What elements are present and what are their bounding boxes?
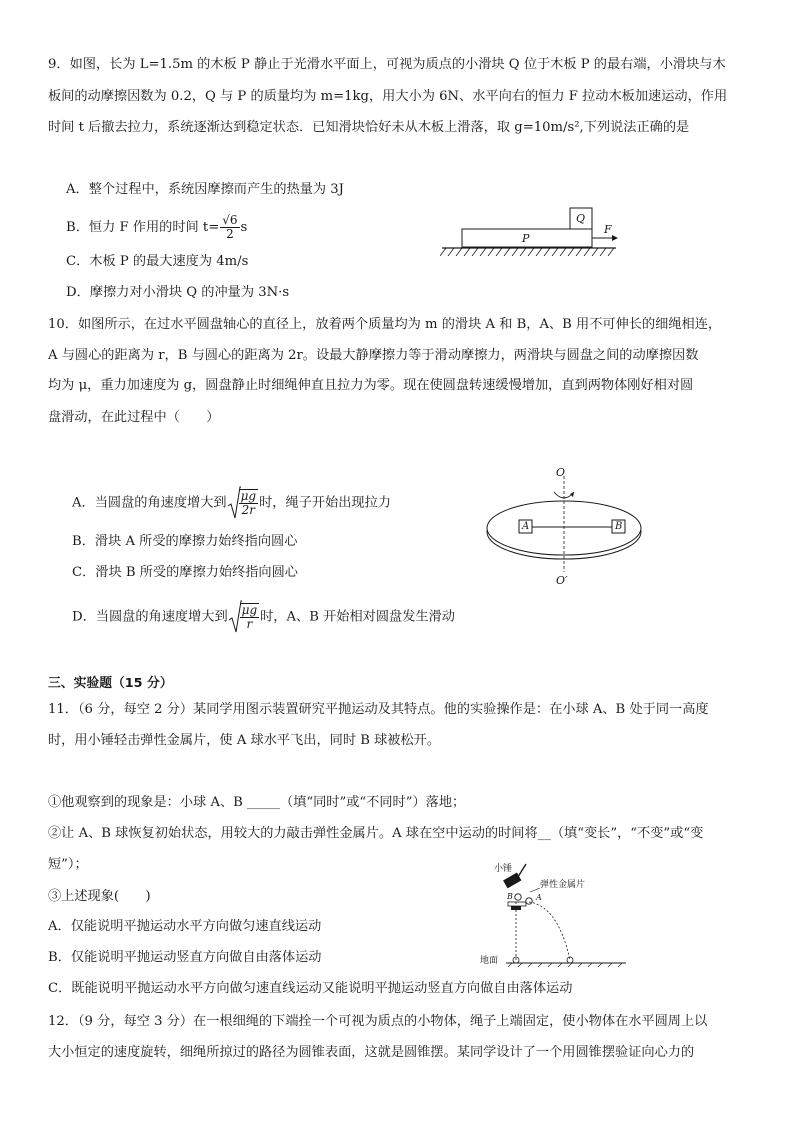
q10-option-a — [72, 486, 391, 520]
q11-stem-line-1: 11．（6 分，每空 2 分）某同学用图示装置研究平抛运动及其特点。他的实验操作是：在小球 A、B 处于同一高度 — [48, 702, 709, 717]
q10-stem-line-4: 盘滑动，在此过程中（ ） — [48, 410, 220, 425]
q10-option-b: B．滑块 A 所受的摩擦力始终指向圆心 — [72, 534, 298, 549]
q10-option-a-suffix: 时，绳子开始出现拉力 — [259, 495, 391, 511]
q10-option-d-numerator: μg — [241, 603, 258, 617]
q9-figure-label-f: F — [604, 223, 612, 236]
q10-option-a-fraction — [239, 489, 258, 517]
q9-option-a: A．整个过程中，系统因摩擦而产生的热量为 3J — [66, 182, 344, 197]
q10-option-d — [72, 600, 455, 634]
q9-figure — [440, 205, 620, 267]
q10-option-a-text: A．当圆盘的角速度增大到 — [72, 495, 227, 511]
q9-option-b-unit: s — [240, 220, 248, 235]
q11-option-b: B．仅能说明平抛运动竖直方向做自由落体运动 — [48, 950, 322, 965]
q11-figure-label-spring-plate: 弹性金属片 — [540, 880, 586, 890]
q11-item-2-line-1: ②让 A、B 球恢复初始状态，用较大的力敲击弹性金属片。A 球在空中运动的时间将__（填“变长”，“不变”或“变 — [48, 826, 704, 841]
q12-stem-line-1: 12．（9 分，每空 3 分）在一根细绳的下端拴一个可视为质点的小物体，绳子上端固定，使小物体在水平圆周上以 — [48, 1014, 708, 1029]
q9-figure-label-q: Q — [576, 212, 586, 225]
q11-item-1: ①他观察到的现象是：小球 A、B _____（填“同时”或“不同时”）落地； — [48, 795, 466, 810]
q9-option-b-fraction — [220, 214, 239, 241]
q10-option-d-fraction — [240, 603, 259, 631]
q9-option-d: D．摩擦力对小滑块 Q 的冲量为 3N·s — [66, 285, 290, 300]
q10-figure-label-o: O — [556, 466, 566, 479]
q10-stem-line-1: 10．如图所示，在过水平圆盘轴心的直径上，放着两个质量均为 m 的滑块 A 和 B，A、B 用不可伸长的细绳相连， — [48, 317, 722, 332]
q10-option-a-radical — [227, 486, 259, 520]
q9-stem-line-1: 9．如图，长为 L=1.5m 的木板 P 静止于光滑水平面上，可视为质点的小滑块 Q 位于木板 P 的最右端，小滑块与木 — [48, 57, 726, 72]
q10-option-a-numerator: μg — [240, 489, 257, 503]
q11-stem-line-2: 时，用小锤轻击弹性金属片，使 A 球水平飞出，同时 B 球被松开。 — [48, 733, 441, 748]
q12-stem-line-2: 大小恒定的速度旋转，细绳所掠过的路径为圆锥表面，这就是圆锥摆。某同学设计了一个用圆锥摆验证向心力的 — [48, 1045, 695, 1060]
q9-option-b-denominator: 2 — [226, 227, 234, 241]
q9-option-b-text: B．恒力 F 作用的时间 t= — [66, 220, 220, 235]
q10-figure-label-o-prime: O′ — [556, 574, 568, 587]
q10-figure-label-b: B — [615, 521, 623, 532]
q11-figure-label-b: B — [507, 892, 513, 901]
q11-figure-label-a: A — [536, 893, 542, 902]
q9-option-b-numerator: √6 — [222, 213, 238, 227]
q10-option-d-denominator: r — [246, 617, 253, 631]
q11-item-2-line-2: 短”）； — [48, 857, 88, 872]
q11-item-3: ③上述现象( ) — [48, 889, 151, 904]
q10-option-d-radical — [228, 600, 260, 634]
q10-option-c: C．滑块 B 所受的摩擦力始终指向圆心 — [72, 565, 298, 580]
q11-figure — [478, 862, 628, 968]
section-heading-experiments: 三、实验题（15 分） — [48, 676, 173, 691]
q10-stem-line-3: 均为 μ，重力加速度为 g，圆盘静止时细绳伸直且拉力为零。现在使圆盘转速缓慢增加，直到两物体刚好相对圆 — [48, 378, 694, 393]
q9-stem-line-2: 板间的动摩擦因数为 0.2，Q 与 P 的质量均为 m=1kg，用大小为 6N、水平向右的恒力 F 拉动木板加速运动，作用 — [48, 89, 728, 104]
q9-option-b — [66, 214, 247, 241]
q11-figure-label-ground: 地面 — [480, 956, 499, 966]
q9-figure-drawing — [440, 205, 620, 267]
q10-option-d-text: D．当圆盘的角速度增大到 — [72, 609, 228, 625]
q9-stem-line-3: 时间 t 后撤去拉力，系统逐渐达到稳定状态．已知滑块恰好未从木板上滑落，取 g=10m/s²,下列说法正确的是 — [48, 120, 690, 135]
q10-figure — [486, 462, 644, 592]
q9-figure-label-p: P — [522, 232, 530, 245]
q10-figure-label-a: A — [522, 521, 530, 532]
q10-option-d-suffix: 时，A、B 开始相对圆盘发生滑动 — [260, 609, 455, 625]
q11-option-c: C．既能说明平抛运动水平方向做匀速直线运动又能说明平抛运动竖直方向做自由落体运动 — [48, 981, 573, 996]
q11-option-a: A．仅能说明平抛运动水平方向做匀速直线运动 — [48, 919, 322, 934]
q10-option-a-denominator: 2r — [241, 503, 256, 517]
q11-figure-label-hammer: 小锤 — [494, 864, 513, 874]
q9-option-c: C．木板 P 的最大速度为 4m/s — [66, 254, 249, 269]
q10-stem-line-2: A 与圆心的距离为 r，B 与圆心的距离为 2r。设最大静摩擦力等于滑动摩擦力，两滑块与圆盘之间的动摩擦因数 — [48, 348, 699, 363]
q11-figure-drawing — [478, 862, 628, 968]
